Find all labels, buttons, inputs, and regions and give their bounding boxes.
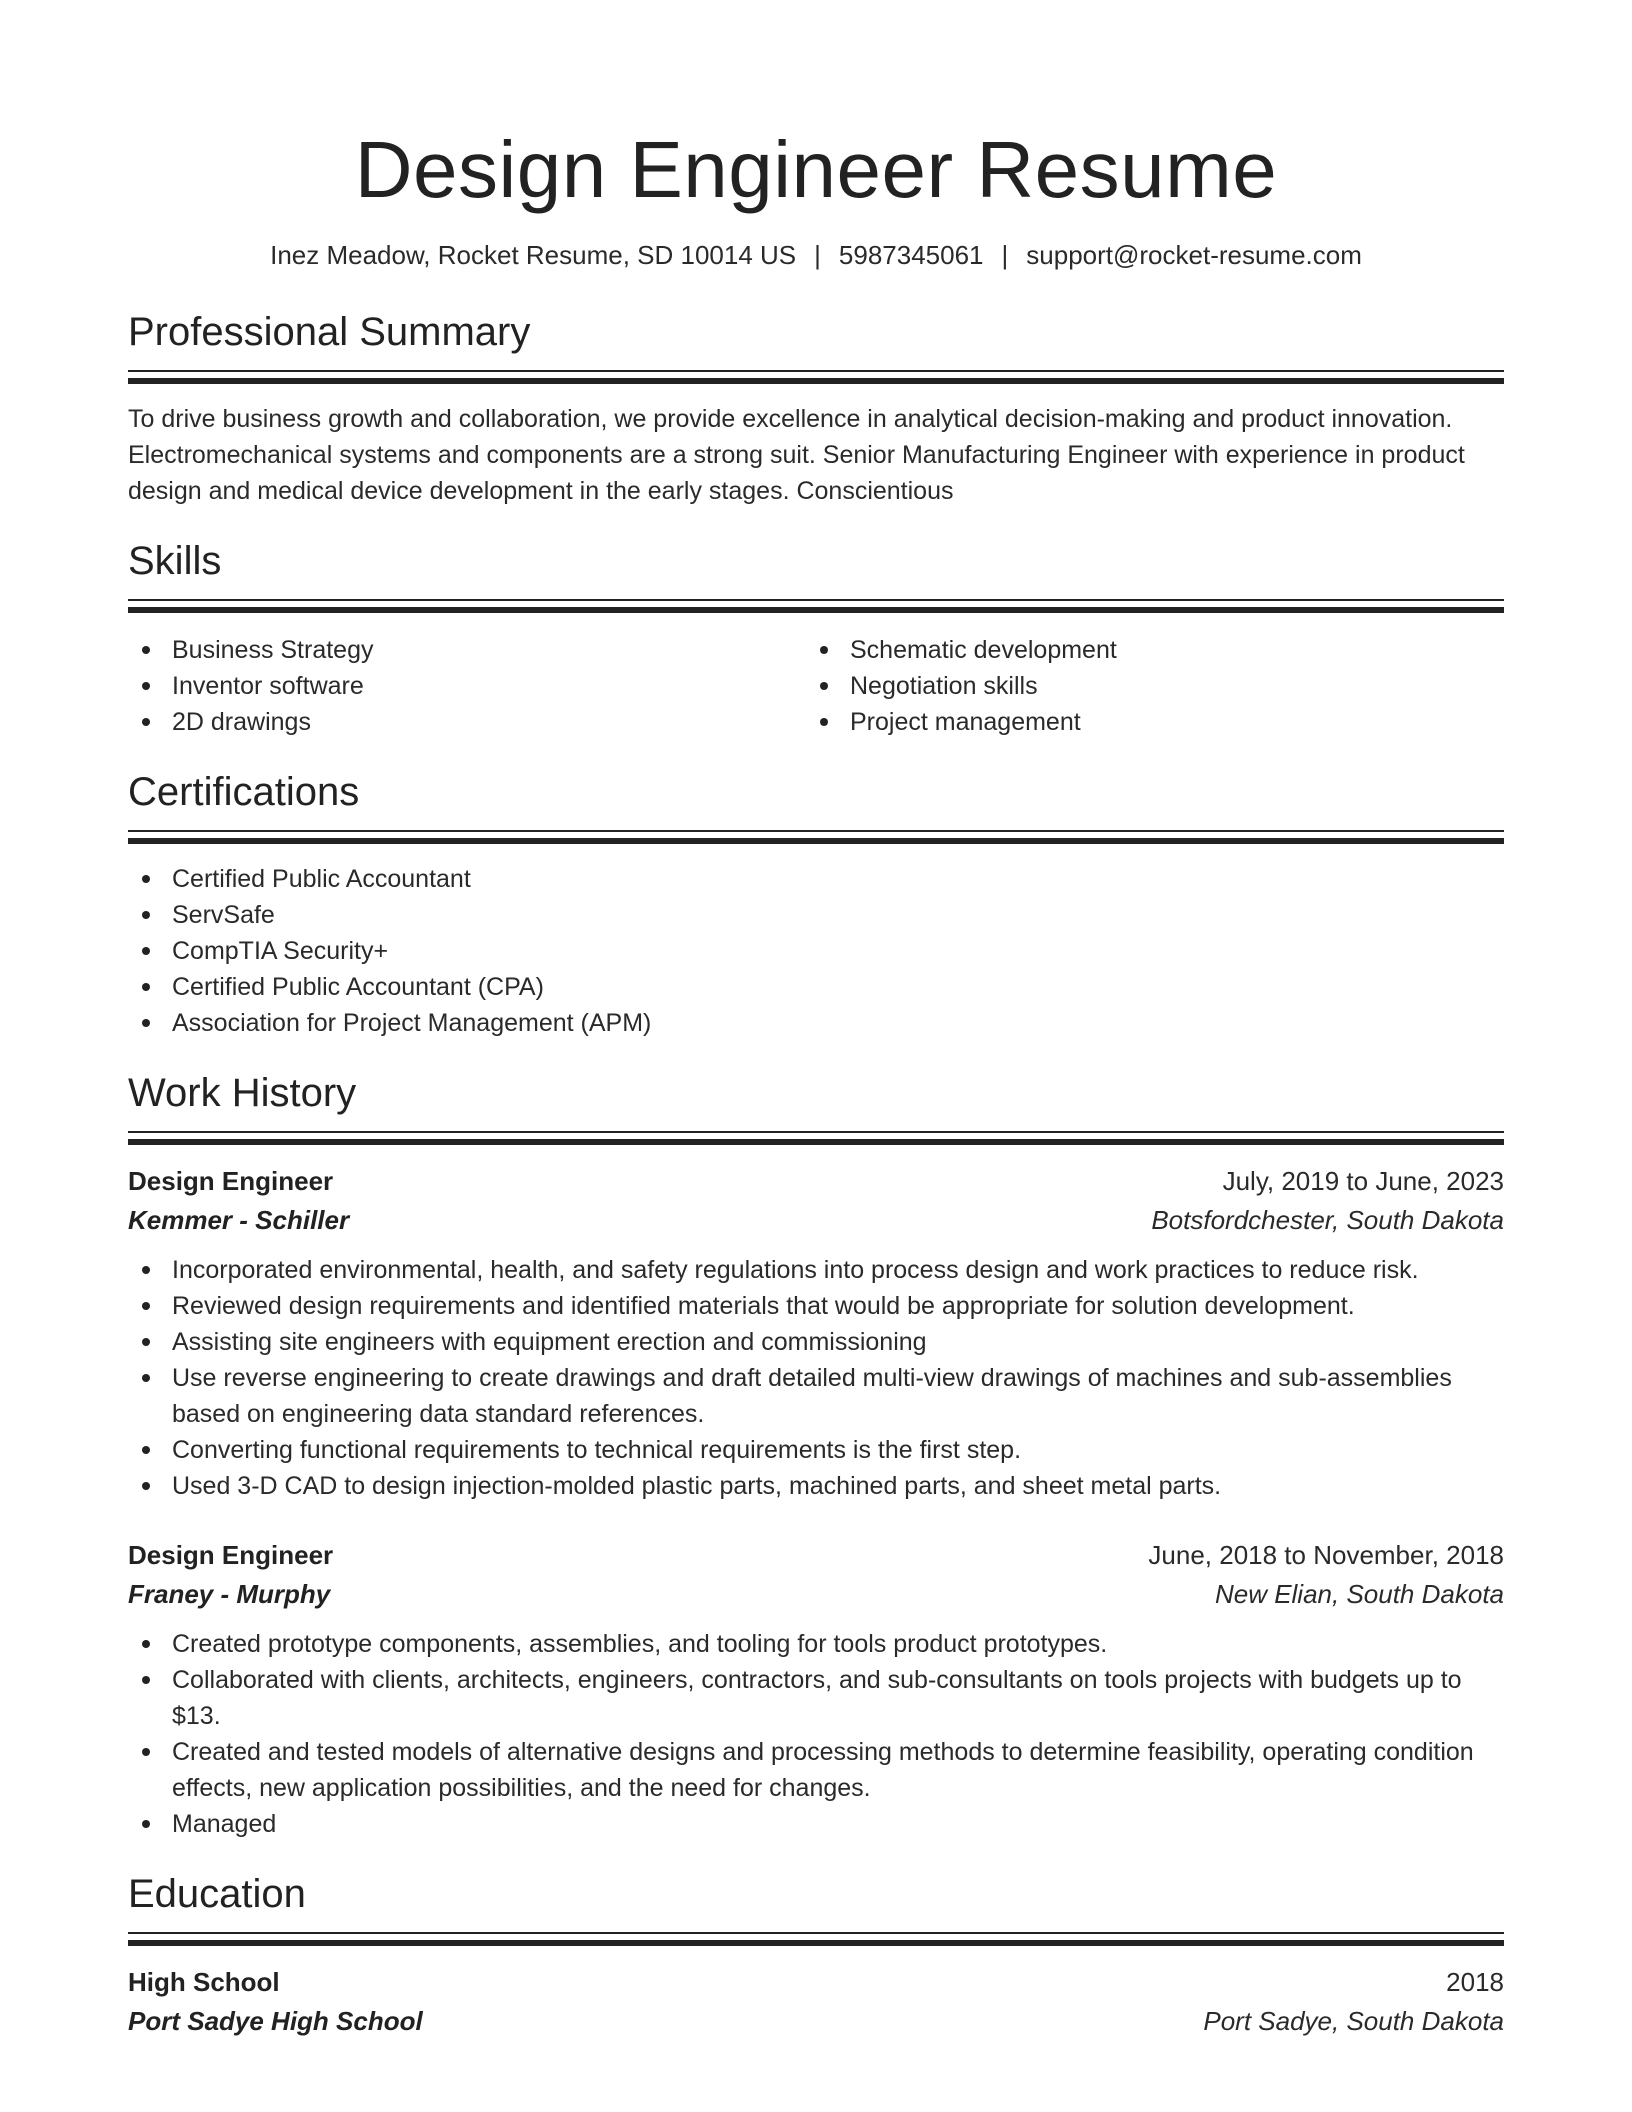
skill-item: Business Strategy	[128, 632, 806, 668]
skill-item: Schematic development	[806, 632, 1484, 668]
job-bullet: Use reverse engineering to create drawings and draft detailed multi-view drawings of machines and sub-assemblies based on engineering data standard references.	[128, 1360, 1504, 1432]
certification-item: Certified Public Accountant	[128, 861, 1504, 897]
certification-item: CompTIA Security+	[128, 933, 1504, 969]
job-employer: Franey - Murphy	[128, 1579, 331, 1609]
work-history-section	[128, 1069, 1504, 1842]
summary-section	[128, 308, 1504, 509]
contact-phone: 5987345061	[838, 240, 984, 270]
job-title: Design Engineer	[128, 1166, 334, 1196]
contact-separator: |	[814, 240, 821, 270]
education-section	[128, 1870, 1504, 2041]
summary-heading: Professional Summary	[128, 310, 531, 354]
job-dates: June, 2018 to November, 2018	[1148, 1540, 1504, 1570]
education-degree: High School	[128, 1967, 280, 1997]
section-divider	[128, 830, 1504, 845]
contact-address: Inez Meadow, Rocket Resume, SD 10014 US	[270, 240, 797, 270]
job-location: New Elian, South Dakota	[1214, 1579, 1504, 1609]
education-location: Port Sadye, South Dakota	[1203, 2006, 1504, 2036]
section-divider	[128, 599, 1504, 614]
skills-heading: Skills	[128, 539, 222, 583]
job-entry	[128, 1162, 1504, 1504]
job-bullet: Created and tested models of alternative designs and processing methods to determine feasibility, operating condition effects, new application possibilities, and the need for changes.	[128, 1734, 1504, 1806]
job-bullet: Reviewed design requirements and identified materials that would be appropriate for solution development.	[128, 1288, 1504, 1324]
education-heading: Education	[128, 1872, 306, 1916]
education-entry	[128, 1963, 1504, 2041]
skill-item: Negotiation skills	[806, 668, 1484, 704]
certification-item: Certified Public Accountant (CPA)	[128, 969, 1504, 1005]
section-divider	[128, 1131, 1504, 1146]
job-dates: July, 2019 to June, 2023	[1222, 1166, 1504, 1196]
job-bullet: Used 3-D CAD to design injection-molded plastic parts, machined parts, and sheet metal parts.	[128, 1468, 1504, 1504]
contact-line	[128, 238, 1504, 272]
job-employer: Kemmer - Schiller	[128, 1205, 350, 1235]
skills-list-left	[128, 632, 806, 740]
job-bullets	[128, 1626, 1504, 1842]
resume-title: Design Engineer Resume	[354, 125, 1278, 214]
job-bullet: Managed	[128, 1806, 1504, 1842]
contact-email: support@rocket-resume.com	[1026, 240, 1362, 270]
skills-columns	[128, 632, 1504, 740]
section-divider	[128, 370, 1504, 385]
job-bullets	[128, 1252, 1504, 1504]
skill-item: Inventor software	[128, 668, 806, 704]
education-school: Port Sadye High School	[128, 2006, 423, 2036]
work-history-heading: Work History	[128, 1071, 357, 1115]
job-bullet: Collaborated with clients, architects, engineers, contractors, and sub-consultants on tools projects with budgets up to $13.	[128, 1662, 1504, 1734]
job-entry	[128, 1536, 1504, 1842]
certification-item: Association for Project Management (APM)	[128, 1005, 1504, 1041]
skill-item: 2D drawings	[128, 704, 806, 740]
skills-list-right	[806, 632, 1484, 740]
job-bullet: Converting functional requirements to technical requirements is the first step.	[128, 1432, 1504, 1468]
job-bullet: Created prototype components, assemblies, and tooling for tools product prototypes.	[128, 1626, 1504, 1662]
certification-item: ServSafe	[128, 897, 1504, 933]
skills-section	[128, 537, 1504, 740]
education-year: 2018	[1446, 1967, 1504, 1997]
section-divider	[128, 1932, 1504, 1947]
job-title: Design Engineer	[128, 1540, 334, 1570]
certifications-heading: Certifications	[128, 770, 360, 814]
job-bullet: Incorporated environmental, health, and safety regulations into process design and work practices to reduce risk.	[128, 1252, 1504, 1288]
job-location: Botsfordchester, South Dakota	[1151, 1205, 1504, 1235]
certifications-section	[128, 768, 1504, 1041]
contact-separator: |	[1001, 240, 1009, 270]
job-bullet: Assisting site engineers with equipment erection and commissioning	[128, 1324, 1504, 1360]
resume-page	[128, 0, 1504, 2041]
skill-item: Project management	[806, 704, 1484, 740]
summary-text: To drive business growth and collaboration, we provide excellence in analytical decision-making and product innovation. Electromechanical systems and components are a strong suit. Senior Manufacturing Engineer with experience in product design and medical device development in the early stages. Conscientious	[128, 405, 1465, 505]
certifications-list	[128, 861, 1504, 1041]
